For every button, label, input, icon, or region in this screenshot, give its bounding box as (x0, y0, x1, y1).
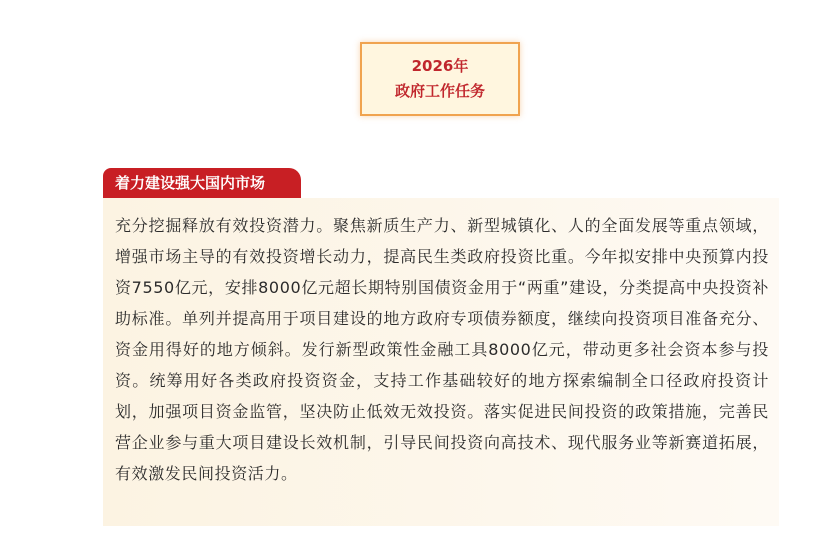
title-box (360, 42, 520, 116)
section-heading-tab: 着力建设强大国内市场 (103, 168, 301, 198)
title-text: 政府工作任务 (394, 82, 485, 100)
section-body-text: 充分挖掘释放有效投资潜力。聚焦新质生产力、新型城镇化、人的全面发展等重点领域，增强市场主导的有效投资增长动力，提高民生类政府投资比重。今年拟安排中央预算内投资7550亿元，安排8000亿元超长期特别国债资金用于“两重”建设，分类提高中央投资补助标准。单列并提高用于项目建设的地方政府专项债券额度，继续向投资项目准备充分、资金用得好的地方倾斜。发行新型政策性金融工具8000亿元，带动更多社会资本参与投资。统筹用好各类政府投资资金，支持工作基础较好的地方探索编制全口径政府投资计划，加强项目资金监管，坚决防止低效无效投资。落实促进民间投资的政策措施，完善民营企业参与重大项目建设长效机制，引导民间投资向高技术、现代服务业等新赛道拓展，有效激发民间投资活力。 (115, 216, 769, 483)
title-year: 2026年 (411, 57, 469, 75)
section-content-panel (103, 198, 779, 526)
